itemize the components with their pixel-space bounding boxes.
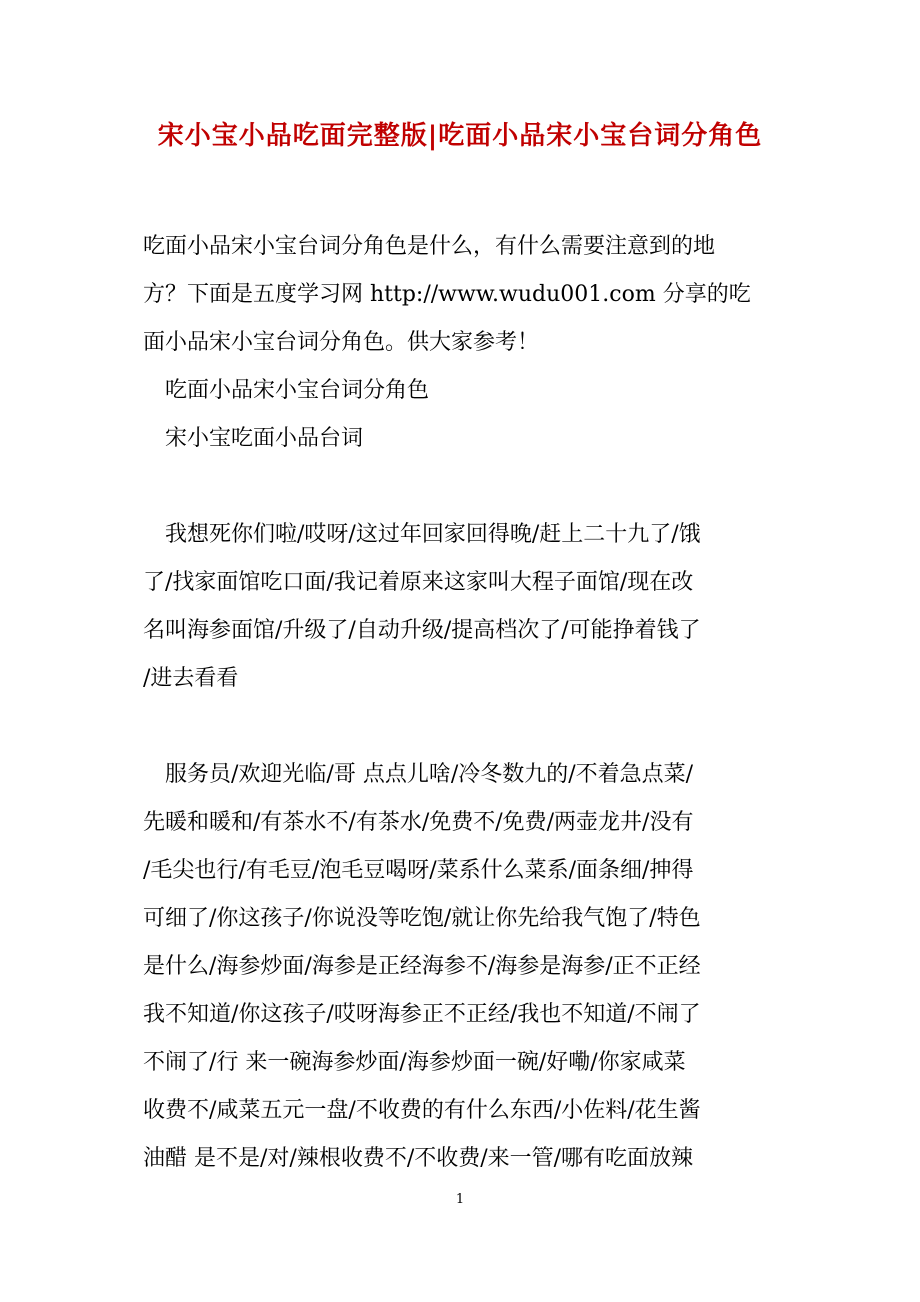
script-line: 服务员/欢迎光临/哥 点点儿啥/冷冬数九的/不着急点菜/ xyxy=(165,762,694,787)
script-line: /毛尖也行/有毛豆/泡毛豆喝呀/菜系什么菜系/面条细/抻得 xyxy=(143,858,694,883)
script-line: 我想死你们啦/哎呀/这过年回家回得晚/赶上二十九了/饿 xyxy=(165,522,701,547)
script-line: 我不知道/你这孩子/哎呀海参正不正经/我也不知道/不闹了 xyxy=(143,1002,701,1027)
script-paragraph-2 xyxy=(143,751,783,1183)
script-line: 不闹了/行 来一碗海参炒面/海参炒面一碗/好嘞/你家咸菜 xyxy=(143,1050,686,1075)
script-line: 油醋 是不是/对/辣根收费不/不收费/来一管/哪有吃面放辣 xyxy=(143,1146,694,1171)
script-line: 可细了/你这孩子/你说没等吃饱/就让你先给我气饱了/特色 xyxy=(143,906,701,931)
document-title: 宋小宝小品吃面完整版|吃面小品宋小宝台词分角色 xyxy=(157,121,763,151)
script-line: /进去看看 xyxy=(143,666,239,691)
script-line: 收费不/咸菜五元一盘/不收费的有什么东西/小佐料/花生酱 xyxy=(143,1098,701,1123)
page-number: 1 xyxy=(455,1192,465,1207)
script-line: 了/找家面馆吃口面/我记着原来这家叫大程子面馆/现在改 xyxy=(143,570,694,595)
script-paragraph-1 xyxy=(143,511,783,703)
script-line: 先暖和暖和/有茶水不/有茶水/免费不/免费/两壶龙井/没有 xyxy=(143,810,694,835)
intro-paragraph xyxy=(143,223,783,463)
intro-line: 吃面小品宋小宝台词分角色是什么，有什么需要注意到的地 xyxy=(143,234,716,259)
intro-line: 面小品宋小宝台词分角色。供大家参考！ xyxy=(143,330,540,355)
subheading-roles: 吃面小品宋小宝台词分角色 xyxy=(165,378,430,403)
script-line: 是什么/海参炒面/海参是正经海参不/海参是海参/正不正经 xyxy=(143,954,701,979)
script-line: 名叫海参面馆/升级了/自动升级/提高档次了/可能挣着钱了 xyxy=(143,618,701,643)
subheading-script: 宋小宝吃面小品台词 xyxy=(165,426,364,451)
intro-line: 方？下面是五度学习网 http://www.wudu001.com 分享的吃 xyxy=(143,282,751,307)
